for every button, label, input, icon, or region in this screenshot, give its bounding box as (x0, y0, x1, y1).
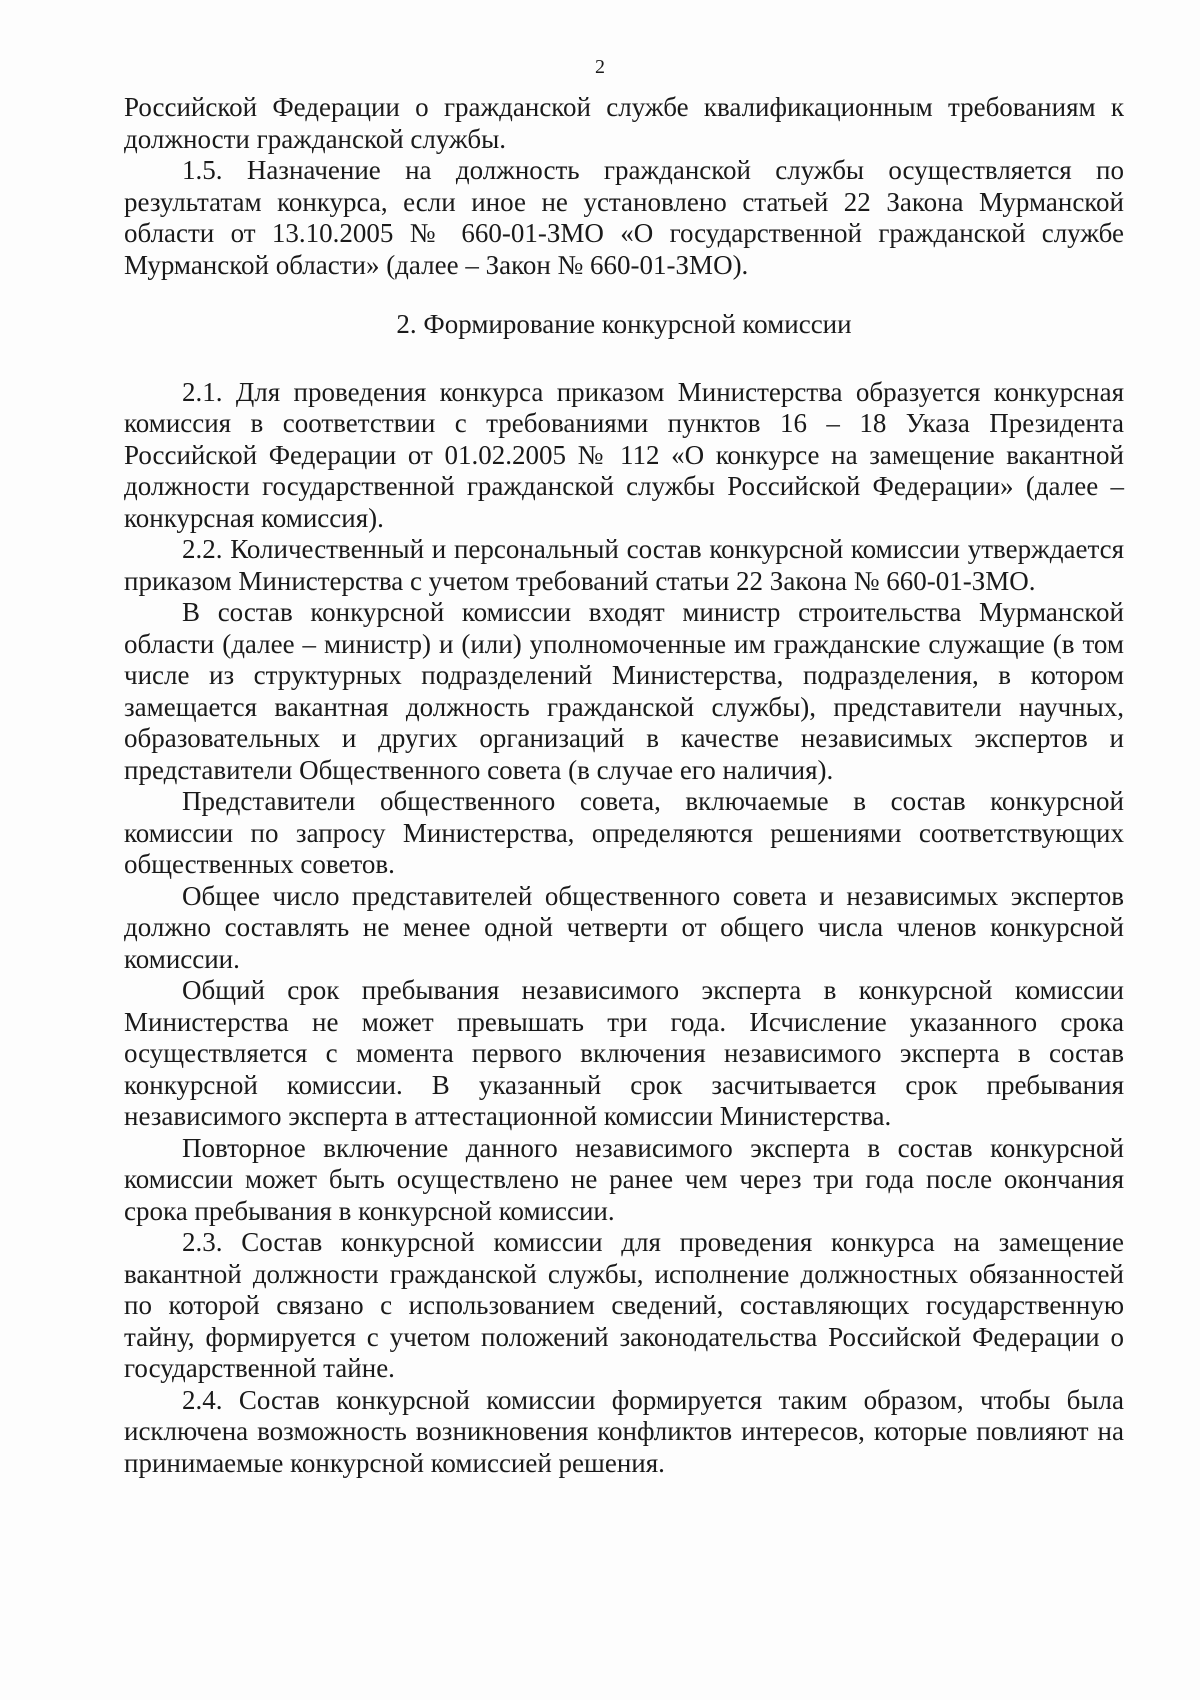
paragraph-2-1: 2.1. Для проведения конкурса приказом Министерства образуется конкурсная комиссия в соответствии с требованиями пунктов 16 – 18 Указа Президента Российской Федерации от 01.02.2005 № 112 «О конкурсе на замещение вакантной должности государственной гражданской службы Российской Федерации» (далее – конкурсная комиссия). (124, 376, 1124, 533)
paragraph-2-2: 2.2. Количественный и персональный состав конкурсной комиссии утверждается приказом Министерства с учетом требований статьи 22 Закона № 660-01-ЗМО. (124, 534, 1124, 596)
paragraph-quarter-share: Общее число представителей общественного совета и независимых экспертов должно составлять не менее одной четверти от общего числа членов конкурсной комиссии. (124, 880, 1124, 974)
paragraph-public-council: Представители общественного совета, включаемые в состав конкурсной комиссии по запросу Министерства, определяются решениями соответствующих общественных советов. (124, 786, 1124, 879)
paragraph-continuation: Российской Федерации о гражданской службе квалификационным требованиям к должности гражданской службы. (124, 92, 1124, 154)
paragraph-expert-term: Общий срок пребывания независимого эксперта в конкурсной комиссии Министерства не может превышать три года. Исчисление указанного срока осуществляется с момента первого включения независимого эксперта в состав конкурсной комиссии. В указанный срок засчитывается срок пребывания независимого эксперта в аттестационной комиссии Министерства. (124, 975, 1124, 1131)
paragraph-1-5: 1.5. Назначение на должность гражданской службы осуществляется по результатам конкурса, если иное не установлено статьей 22 Закона Мурманской области от 13.10.2005 № 660-01-ЗМО «О государственной гражданской службе Мурманской области» (далее – Закон № 660-01-ЗМО). (124, 155, 1124, 280)
paragraph-repeat-inclusion: Повторное включение данного независимого эксперта в состав конкурсной комиссии может быть осуществлено не ранее чем через три года после окончания срока пребывания в конкурсной комиссии. (124, 1132, 1124, 1226)
paragraph-commission-members: В состав конкурсной комиссии входят министр строительства Мурманской области (далее – министр) и (или) уполномоченные им гражданские служащие (в том числе из структурных подразделений Министерства, подразделения, в котором замещается вакантная должность гражданской службы), представители научных, образовательных и других организаций в качестве независимых экспертов и представители Общественного совета (в случае его наличия). (124, 597, 1124, 785)
page-number: 2 (595, 56, 605, 78)
section-heading-2: 2. Формирование конкурсной комиссии (396, 309, 852, 339)
document-body (124, 92, 1124, 1479)
paragraph-2-4: 2.4. Состав конкурсной комиссии формируется таким образом, чтобы была исключена возможность возникновения конфликтов интересов, которые повлияют на принимаемые конкурсной комиссией решения. (124, 1384, 1124, 1478)
paragraph-2-3: 2.3. Состав конкурсной комиссии для проведения конкурса на замещение вакантной должности гражданской службы, исполнение должностных обязанностей по которой связано с использованием сведений, составляющих государственную тайну, формируется с учетом положений законодательства Российской Федерации о государственной тайне. (124, 1227, 1124, 1383)
